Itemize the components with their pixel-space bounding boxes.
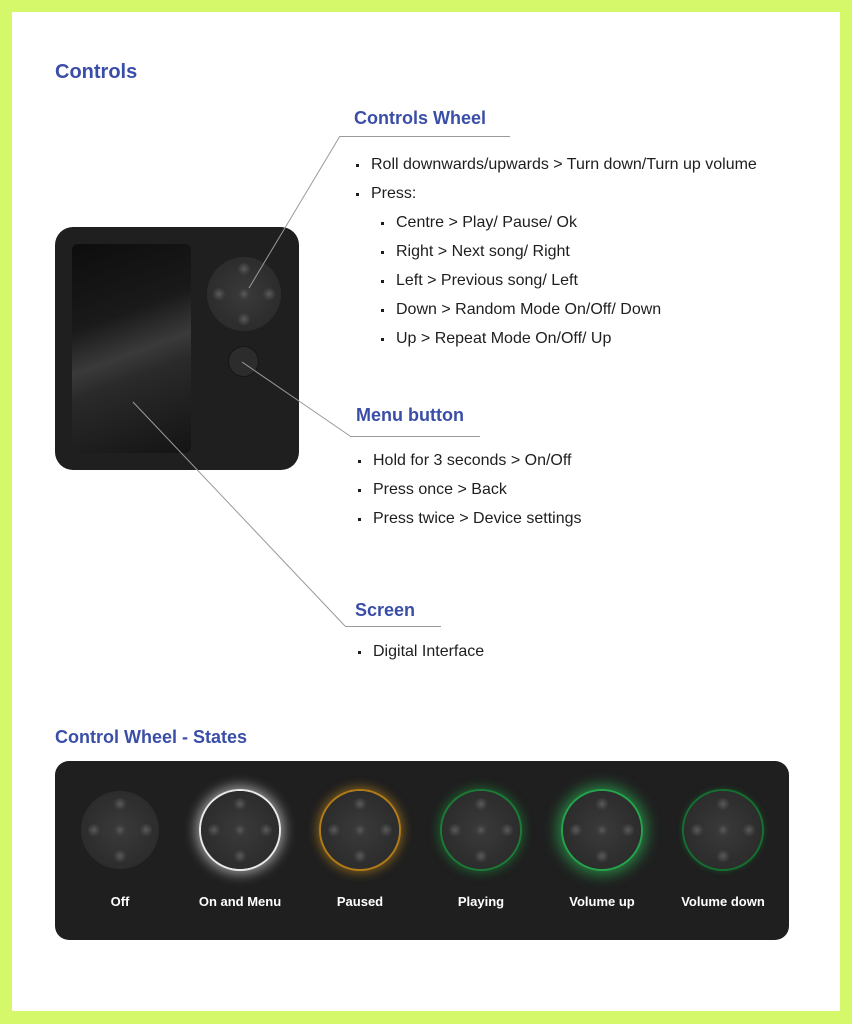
list-item: Centre > Play/ Pause/ Ok [379,213,757,242]
controls-wheel-heading: Controls Wheel [354,108,487,128]
wheel-left-dot [88,824,100,836]
state-label: Playing [457,894,505,909]
wheel-left-dot [208,824,220,836]
states-panel [55,761,789,940]
callout-wheel-line [249,136,340,288]
state-wheel [563,791,641,869]
menu-button-rule [350,436,480,437]
wheel-right-dot [380,824,392,836]
wheel-up-dot [354,798,366,810]
wheel-down-dot [354,850,366,862]
state-label: Volume up [569,894,635,909]
list-item: Press: [354,184,757,213]
wheel-right-dot [260,824,272,836]
screen-heading: Screen [355,600,416,620]
wheel-down-dot [596,850,608,862]
state-label: Off [110,894,130,909]
list-item: Roll downwards/upwards > Turn down/Turn up volume [354,155,757,184]
wheel-right-dot [501,824,513,836]
wheel-right-dot [622,824,634,836]
list-item: Right > Next song/ Right [379,242,757,271]
wheel-left-dot [449,824,461,836]
list-item: Press once > Back [356,480,582,509]
callout-menu-line [242,362,350,436]
wheel-left-dot [328,824,340,836]
state-off [60,761,180,940]
state-wheel [321,791,399,869]
wheel-centre-dot [596,824,608,836]
wheel-up-dot [475,798,487,810]
wheel-up-dot [596,798,608,810]
list-item: Digital Interface [356,642,484,671]
wheel-right-dot [140,824,152,836]
screen-rule [345,626,441,627]
wheel-down-dot [114,850,126,862]
list-item: Hold for 3 seconds > On/Off [356,451,582,480]
menu-button-heading: Menu button [356,405,464,425]
state-wheel [684,791,762,869]
state-wheel [201,791,279,869]
wheel-left-dot [570,824,582,836]
wheel-centre-dot [114,824,126,836]
wheel-centre-dot [234,824,246,836]
state-label: On and Menu [198,894,282,909]
wheel-centre-dot [354,824,366,836]
state-playing [421,761,541,940]
screen-list [356,642,484,671]
wheel-down-dot [475,850,487,862]
menu-button-list [356,451,582,538]
state-wheel [442,791,520,869]
callout-screen-line [133,402,345,626]
state-on-and-menu [180,761,300,940]
wheel-right-dot [743,824,755,836]
state-label: Volume down [681,894,765,909]
wheel-down-dot [234,850,246,862]
page-title: Controls [55,61,138,83]
wheel-down-dot [717,850,729,862]
list-item: Press twice > Device settings [356,509,582,538]
wheel-left-dot [691,824,703,836]
state-volume-down [663,761,783,940]
list-item: Left > Previous song/ Left [379,271,757,300]
wheel-up-dot [114,798,126,810]
controls-wheel-list [354,155,757,358]
wheel-up-dot [717,798,729,810]
states-heading: Control Wheel - States [55,727,248,747]
list-item: Up > Repeat Mode On/Off/ Up [379,329,757,358]
wheel-up-dot [234,798,246,810]
state-label: Paused [336,894,384,909]
state-wheel [81,791,159,869]
list-item: Down > Random Mode On/Off/ Down [379,300,757,329]
controls-wheel-rule [340,136,510,137]
state-paused [300,761,420,940]
wheel-centre-dot [717,824,729,836]
state-volume-up [542,761,662,940]
wheel-centre-dot [475,824,487,836]
